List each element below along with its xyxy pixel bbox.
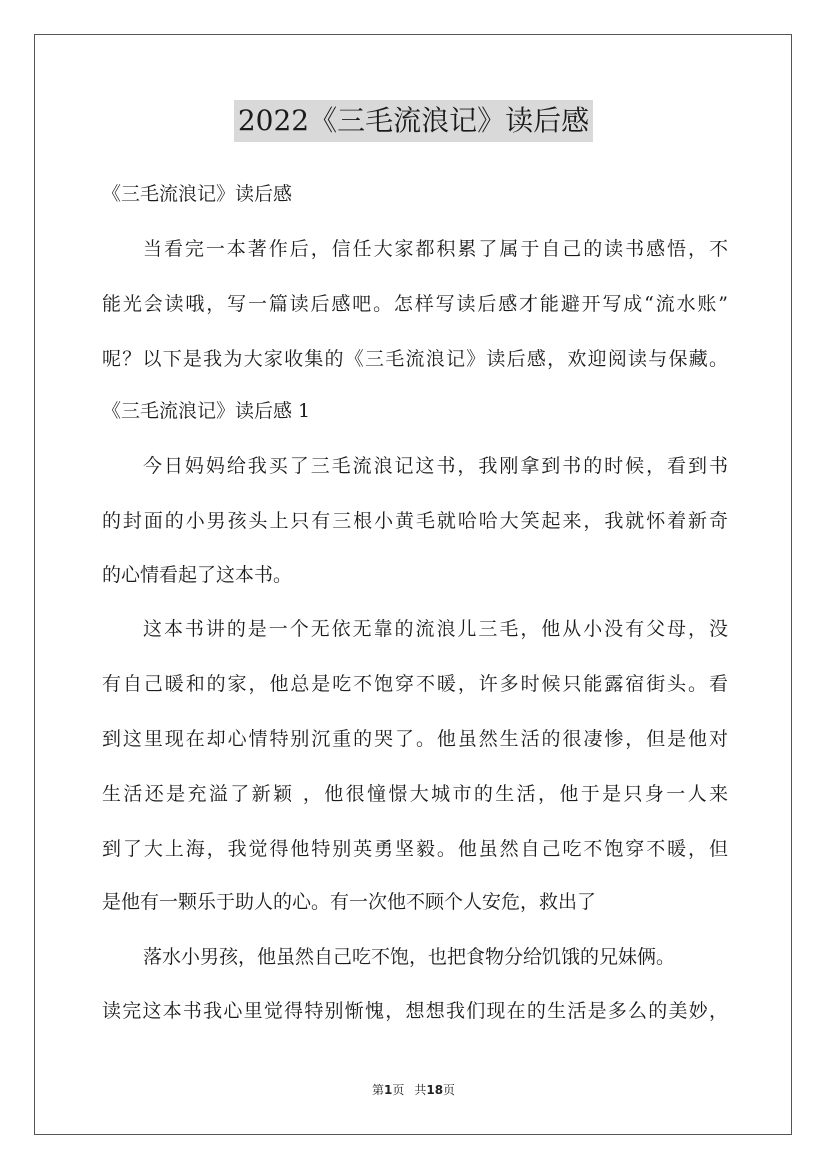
subtitle-line: 《三毛流浪记》读后感 (102, 183, 293, 205)
text-line: 有自己暖和的家，他总是吃不饱穿不暖，许多时候只能露宿街头。看 (102, 673, 728, 695)
page-unit: 页 (392, 1083, 405, 1097)
text-line: 是他有一颗乐于助人的心。有一次他不顾个人安危，救出了 (102, 891, 597, 913)
text-line: 到这里现在却心情特别沉重的哭了。他虽然生活的很凄惨，但是他对 (102, 728, 728, 750)
text-line: 到了大上海，我觉得他特别英勇坚毅。他虽然自己吃不饱穿不暖，但 (102, 838, 728, 860)
text-line: 当看完一本著作后，信任大家都积累了属于自己的读书感悟，不 (143, 238, 728, 260)
text-line: 能光会读哦，写一篇读后感吧。怎样写读后感才能避开写成“流水账” (102, 293, 728, 315)
text-line: 的封面的小男孩头上只有三根小黄毛就哈哈大笑起来，我就怀着新奇 (102, 510, 728, 532)
section-heading: 《三毛流浪记》读后感 1 (102, 400, 311, 422)
page-current: 1 (383, 1083, 393, 1097)
text-line: 的心情看起了这本书。 (102, 564, 293, 586)
document-title: 2022《三毛流浪记》读后感 (234, 100, 593, 142)
page-footer (0, 1082, 827, 1098)
text-line: 生活还是充溢了新颖 ，他很憧憬大城市的生活，他于是只身一人来 (102, 783, 728, 805)
text-line: 落水小男孩，他虽然自己吃不饱，也把食物分给饥饿的兄妹俩。 (143, 946, 676, 968)
text-line: 读完这本书我心里觉得特别惭愧，想想我们现在的生活是多么的美妙， (102, 1000, 728, 1022)
text-line: 呢？以下是我为大家收集的《三毛流浪记》读后感，欢迎阅读与保藏。 (102, 348, 728, 370)
total-unit: 页 (443, 1083, 456, 1097)
text-line: 今日妈妈给我买了三毛流浪记这书，我刚拿到书的时候，看到书 (143, 455, 728, 477)
page-prefix: 第 (371, 1083, 384, 1097)
page-total: 18 (426, 1083, 444, 1097)
text-line: 这本书讲的是一个无依无靠的流浪儿三毛，他从小没有父母，没 (143, 618, 728, 640)
total-prefix: 共 (414, 1083, 427, 1097)
title-container (0, 100, 827, 142)
